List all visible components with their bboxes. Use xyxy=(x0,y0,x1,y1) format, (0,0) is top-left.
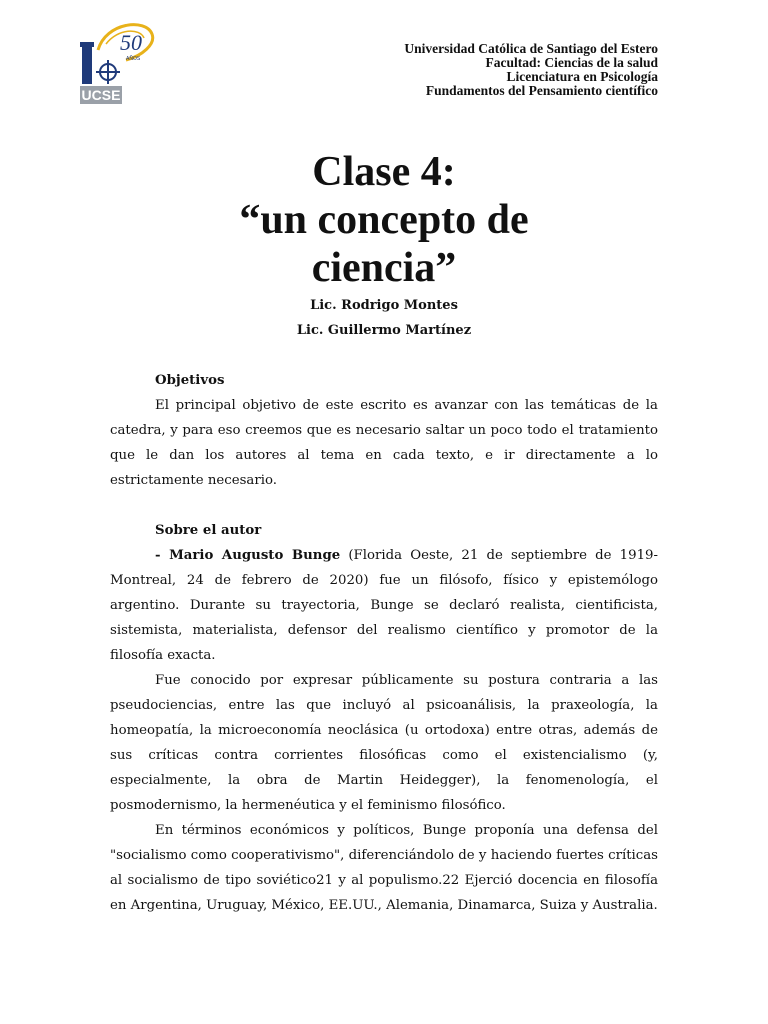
author-2: Lic. Guillermo Martínez xyxy=(296,323,472,338)
logo-sub: AÑOS xyxy=(126,56,141,62)
autor-paragraph-3: En términos económicos y políticos, Bunge proponía una defensa del "socialismo como cooperativismo", diferenciándolo de y haciendo fuertes críticas al socialismo de tipo soviético21 y al populismo.22 Ejerció docencia en filosofía en Argentina, Uruguay, México, EE.UU., Alemania, Dinamarca, Suiza y Australia. xyxy=(110,823,658,913)
header-course: Fundamentos del Pensamiento científico xyxy=(425,83,658,98)
section-gap xyxy=(110,493,658,518)
logo-number: 50 xyxy=(120,30,142,55)
header-university: Universidad Católica de Santiago del Estero xyxy=(404,41,658,56)
page-title xyxy=(0,148,768,292)
ucse-logo xyxy=(76,20,156,106)
title-line-3: ciencia” xyxy=(311,245,457,291)
document-body xyxy=(110,368,658,918)
ucse-50-anos-logo-icon xyxy=(76,20,156,106)
institution-header xyxy=(404,42,658,98)
autor-paragraph-1-text: (Florida Oeste, 21 de septiembre de 1919-Montreal, 24 de febrero de 2020) fue un filósofo, físico y epistemólogo argentino. Durante su trayectoria, Bunge se declaró realista, cientificista, sistemista, materialista, defensor del realismo científico y promotor de la filosofía exacta. xyxy=(110,548,658,663)
objetivos-paragraph: El principal objetivo de este escrito es avanzar con las temáticas de la catedra, y para eso creemos que es necesario saltar un poco todo el tratamiento que le dan los autores al tema en cada texto, e ir directamente a lo estrictamente necesario. xyxy=(110,398,658,488)
logo-letters: UCSE xyxy=(81,87,121,103)
autor-paragraph-2: Fue conocido por expresar públicamente su postura contraria a las pseudociencias, entre las que incluyó al psicoanálisis, la praxeología, la homeopatía, la microeconomía neoclásica (u ortodoxa) entre otras, además de sus críticas contra corrientes filosóficas como el existencialismo (y, especialmente, la obra de Martin Heidegger), la fenomenología, el posmodernismo, la hermenéutica y el feminismo filosófico. xyxy=(110,673,658,813)
header-degree: Licenciatura en Psicología xyxy=(506,69,658,84)
objetivos-heading: Objetivos xyxy=(155,373,225,388)
header-faculty: Facultad: Ciencias de la salud xyxy=(485,55,658,70)
autor-paragraph-1 xyxy=(110,543,658,668)
author-1: Lic. Rodrigo Montes xyxy=(310,298,458,313)
title-line-2: “un concepto de xyxy=(239,197,529,243)
autor-heading: Sobre el autor xyxy=(155,523,262,538)
title-line-1: Clase 4: xyxy=(312,149,456,195)
autor-name: - Mario Augusto Bunge xyxy=(155,548,341,563)
